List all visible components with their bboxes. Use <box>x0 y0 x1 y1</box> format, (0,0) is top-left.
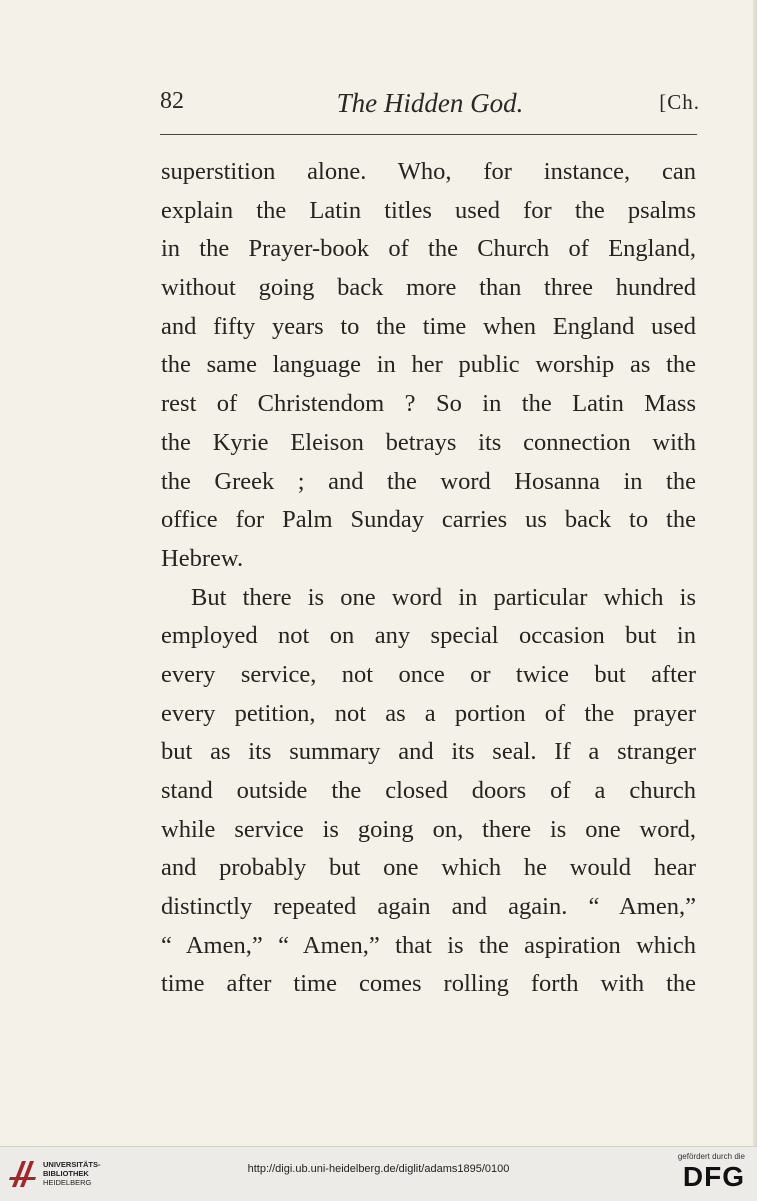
body-text <box>161 153 696 1004</box>
funded-by-label: gefördert durch die <box>677 1152 745 1161</box>
text-line: and fifty years to the time when England used <box>161 312 696 340</box>
page-number: 82 <box>160 88 184 114</box>
chapter-mark: [Ch. <box>659 90 700 114</box>
library-line: BIBLIOTHEK <box>43 1169 89 1178</box>
text-line: but as its summary and its seal. If a stranger <box>161 738 696 766</box>
text-line: while service is going on, there is one word, <box>161 815 696 843</box>
permalink-url[interactable]: http://digi.ub.uni-heidelberg.de/diglit/adams1895/0100 <box>247 1163 510 1175</box>
text-line: in the Prayer-book of the Church of England, <box>161 235 696 263</box>
funder-block[interactable] <box>665 1152 745 1191</box>
text-line: without going back more than three hundred <box>161 274 696 302</box>
library-line: HEIDELBERG <box>43 1178 92 1187</box>
paragraph-start-line: But there is one word in particular which is <box>191 583 696 611</box>
text-line: every petition, not as a portion of the prayer <box>161 699 696 727</box>
text-line: superstition alone. Who, for instance, can <box>161 158 696 185</box>
text-line: distinctly repeated again and again. “ Amen,” <box>161 893 696 921</box>
text-line: employed not on any special occasion but in <box>161 622 696 650</box>
text-line: “ Amen,” “ Amen,” that is the aspiration which <box>161 931 696 959</box>
text-line: explain the Latin titles used for the psalms <box>161 196 696 224</box>
text-line: stand outside the closed doors of a church <box>161 777 696 804</box>
text-line: the same language in her public worship as the <box>161 351 696 379</box>
text-line: rest of Christendom ? So in the Latin Mass <box>161 390 696 418</box>
text-line: and probably but one which he would hear <box>161 854 696 882</box>
library-line: UNIVERSITÄTS- <box>43 1160 101 1169</box>
text-line: office for Palm Sunday carries us back to the <box>161 506 696 534</box>
dfg-logo: DFG <box>682 1161 745 1192</box>
text-line: the Kyrie Eleison betrays its connection with <box>161 428 696 456</box>
paragraph-end-line: Hebrew. <box>161 544 244 572</box>
text-line: the Greek ; and the word Hosanna in the <box>161 467 696 495</box>
footer-bar <box>0 1146 757 1201</box>
text-line: time after time comes rolling forth with the <box>161 970 696 998</box>
text-line: every service, not once or twice but after <box>161 660 696 688</box>
running-head <box>160 88 700 128</box>
header-rule <box>160 134 697 135</box>
running-title: The Hidden God. <box>336 88 524 118</box>
page-edge <box>753 0 757 1146</box>
